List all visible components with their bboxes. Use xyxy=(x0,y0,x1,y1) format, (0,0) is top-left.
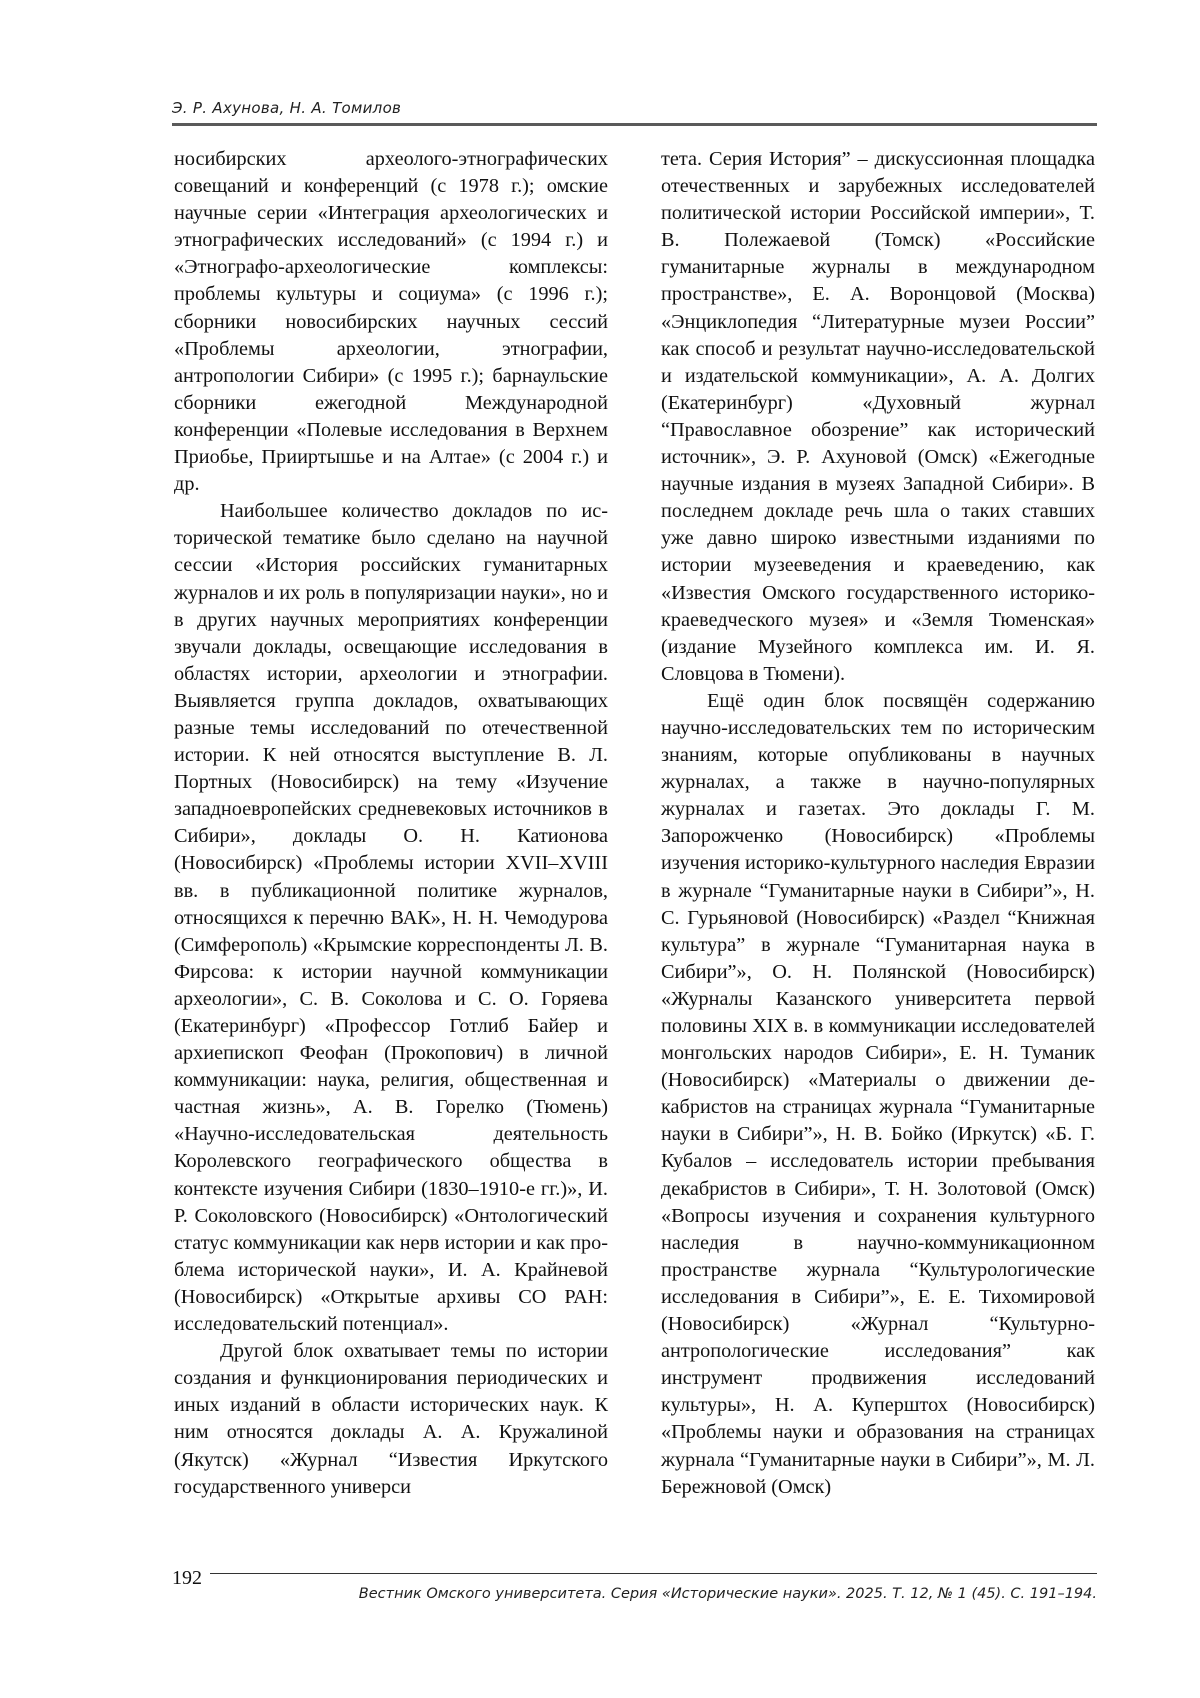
running-head-authors: Э. Р. Ахунова, Н. А. Томилов xyxy=(172,99,402,117)
header-rule xyxy=(172,123,1097,126)
paragraph-history-reports: Наибольшее количество докладов по исторической тематике было сделано на научной сессии «История российских гуманитарных журналов и их роль в популяризации науки», но и в других научных мероприятиях конференции звучали доклады, освещающие исследования в областях истории, археологии и этнографии. Выявляется группа докладов, охватывающих разные темы исследований по отечественной истории. К ней относятся выступление В. Л. Портных (Новосибирск) на тему «Изучение западноевропейских средневековых источников в Сибири», доклады О. Н. Катионова (Новосибирск) «Проблемы истории XVII–XVIII вв. в публикационной политике журналов, относящихся к перечню ВАК», Н. Н. Чемодурова (Симферополь) «Крымские корреспонденты Л. В. Фирсова: к истории научной коммуникации археологии», С. В. Соколова и С. О. Горяева (Екатеринбург) «Профессор Готлиб Байер и архиепископ Феофан (Прокопович) в личной коммуникации: наука, религия, общественная и частная жизнь», А. В. Горелко (Тюмень) «Научно-исследовательская деятельность Королевского географического общества в контексте изучения Сибири (1830–1910-е гг.)», И. Р. Соколовского (Новосибирск) «Онтологический статус коммуникации как нерв истории и как проблема исторической науки», И. А. Крайневой (Новосибирск) «Открытые архивы СО РАН: исследовательский потенциал». xyxy=(174,500,608,1336)
paragraph-continuation-right: тета. Серия История” – дискуссионная площадка отечественных и зарубежных исследователей политической истории Российской империи», Т. В. Полежаевой (Томск) «Российские гуманитарные журналы в международном пространстве», Е. А. Воронцовой (Москва) «Энциклопедия “Литературные музеи России” как способ и результат научно-исследовательской и издательской коммуникации», А. А. Долгих (Екатеринбург) «Духовный журнал “Православное обозрение” как исторический источник», Э. Р. Ахуновой (Омск) «Ежегодные научные издания в музеях Западной Сибири». В последнем докладе речь шла о таких ставших уже давно широко известными изданиями по истории музееведения и краеведению, как «Известия Омского государственного историко-краеведческого музея» и «Земля Тюменская» (издание Музейного комплекса им. И. Я. Словцова в Тюмени). xyxy=(661,148,1095,685)
paragraph-periodicals-block: Другой блок охватывает темы по истории создания и функционирования периодических и иных изданий в области исторических наук. К ним относятся доклады А. А. Кружалиной (Якутск) «Журнал “Известия Иркутского государственного универси xyxy=(174,1340,608,1498)
page-number: 192 xyxy=(172,1567,202,1589)
paragraph-continuation: носибирских археолого-этнографических совещаний и конференций (с 1978 г.); омские научные серии «Интеграция археологических и этнографических исследований» (с 1994 г.) и «Этнографо-археологические комплексы: проблемы культуры и социума» (с 1996 г.); сборники новосибирских научных сессий «Проблемы археологии, этнографии, антропологии Сибири» (с 1995 г.); барнаульские сборники ежегодной Международной конференции «Полевые исследования в Верхнем Приобье, Прииртышье и на Алтае» (с 2004 г.) и др. xyxy=(174,148,608,496)
footer-citation: Вестник Омского университета. Серия «Исторические науки». 2025. Т. 12, № 1 (45). С. 191–194. xyxy=(358,1586,1097,1602)
paragraph-research-topics-block: Ещё один блок посвящён содержанию научно-исследовательских тем по историческим знаниям, которые опубликованы в научных журналах, а также в научно-популярных журналах и газетах. Это доклады Г. М. Запорожченко (Новосибирск) «Проблемы изучения историко-культурного наследия Евразии в журнале “Гуманитарные науки в Сибири”», Н. С. Гурьяновой (Новосибирск) «Раздел “Книжная культура” в журнале “Гуманитарная наука в Сибири”», О. Н. Полянской (Новосибирск) «Журналы Казанского университета первой половины XIX в. в коммуникации исследователей монгольских народов Сибири», Е. Н. Туманик (Новосибирск) «Материалы о движении декабристов на страницах журнала “Гуманитарные науки в Сибири”», Н. В. Бойко (Иркутск) «Б. Г. Кубалов – исследователь истории пребывания декабристов в Сибири», Т. Н. Золотовой (Омск) «Вопросы изучения и сохранения культурного наследия в научно-коммуникационном пространстве журнала “Культурологические исследования в Сибири”», Е. Е. Тихомировой (Новосибирск) «Журнал “Культурно-антропологические исследования” как инструмент продвижения исследований культуры», Н. А. Куперштох (Новосибирск) «Проблемы науки и образования на страницах журнала “Гуманитарные науки в Сибири”», М. Л. Бережновой (Омск) xyxy=(661,689,1095,1498)
left-column xyxy=(174,146,608,1501)
right-column xyxy=(661,146,1095,1501)
footer-rule xyxy=(210,1573,1097,1574)
